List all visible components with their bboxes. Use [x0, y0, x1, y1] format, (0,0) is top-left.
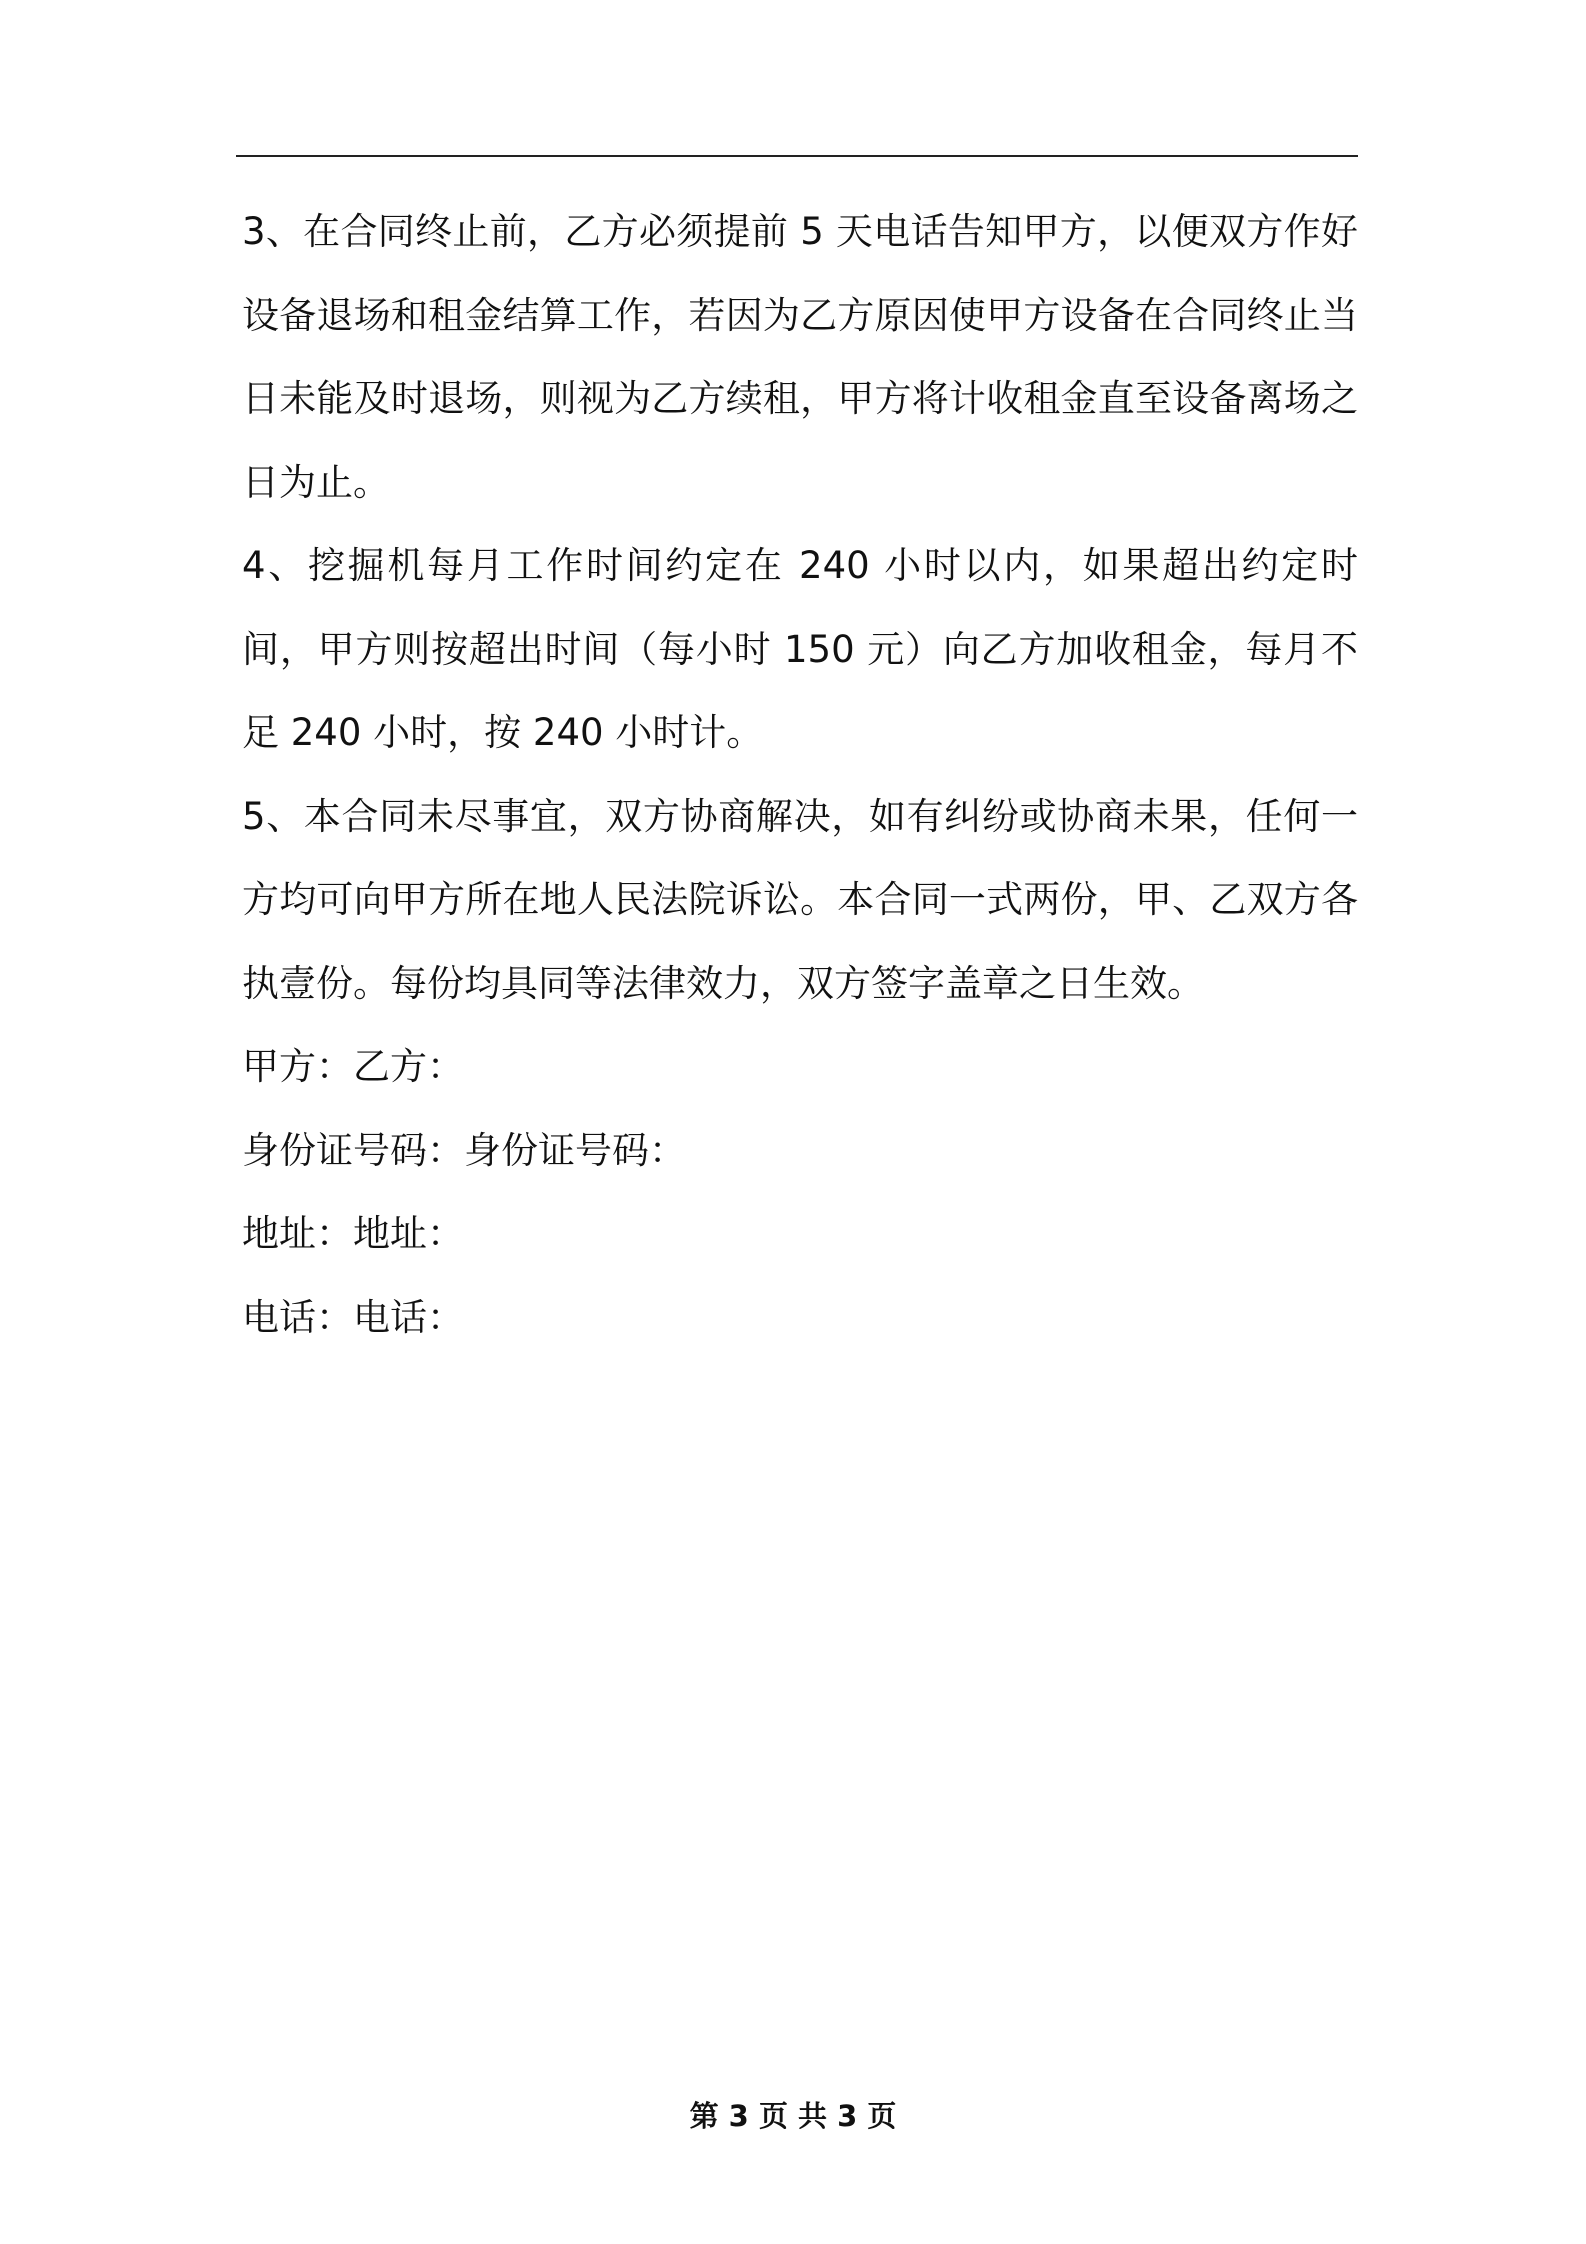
clause-3: 3、在合同终止前，乙方必须提前 5 天电话告知甲方，以便双方作好设备退场和租金结算工作，若因为乙方原因使甲方设备在合同终止当日未能及时退场，则视为乙方续租，甲方将计收租金直至设备离场之日为止。: [242, 210, 1358, 504]
address-line: 地址：地址：: [242, 1212, 464, 1255]
header-rule: [236, 155, 1358, 157]
clause-5: 5、本合同未尽事宜，双方协商解决，如有纠纷或协商未果，任何一方均可向甲方所在地人民法院诉讼。本合同一式两份，甲、乙双方各执壹份。每份均具同等法律效力，双方签字盖章之日生效。: [242, 794, 1358, 1005]
phone-line: 电话：电话：: [242, 1295, 464, 1339]
page-number-footer: 第 3 页 共 3 页: [689, 2099, 897, 2133]
document-body: [242, 190, 1358, 1359]
id-number-line: 身份证号码：身份证号码：: [242, 1128, 686, 1172]
clause-4: 4、挖掘机每月工作时间约定在 240 小时以内，如果超出约定时间，甲方则按超出时间（每小时 150 元）向乙方加收租金，每月不足 240 小时，按 240 小时计。: [242, 544, 1358, 754]
party-line: 甲方：乙方：: [242, 1045, 464, 1088]
